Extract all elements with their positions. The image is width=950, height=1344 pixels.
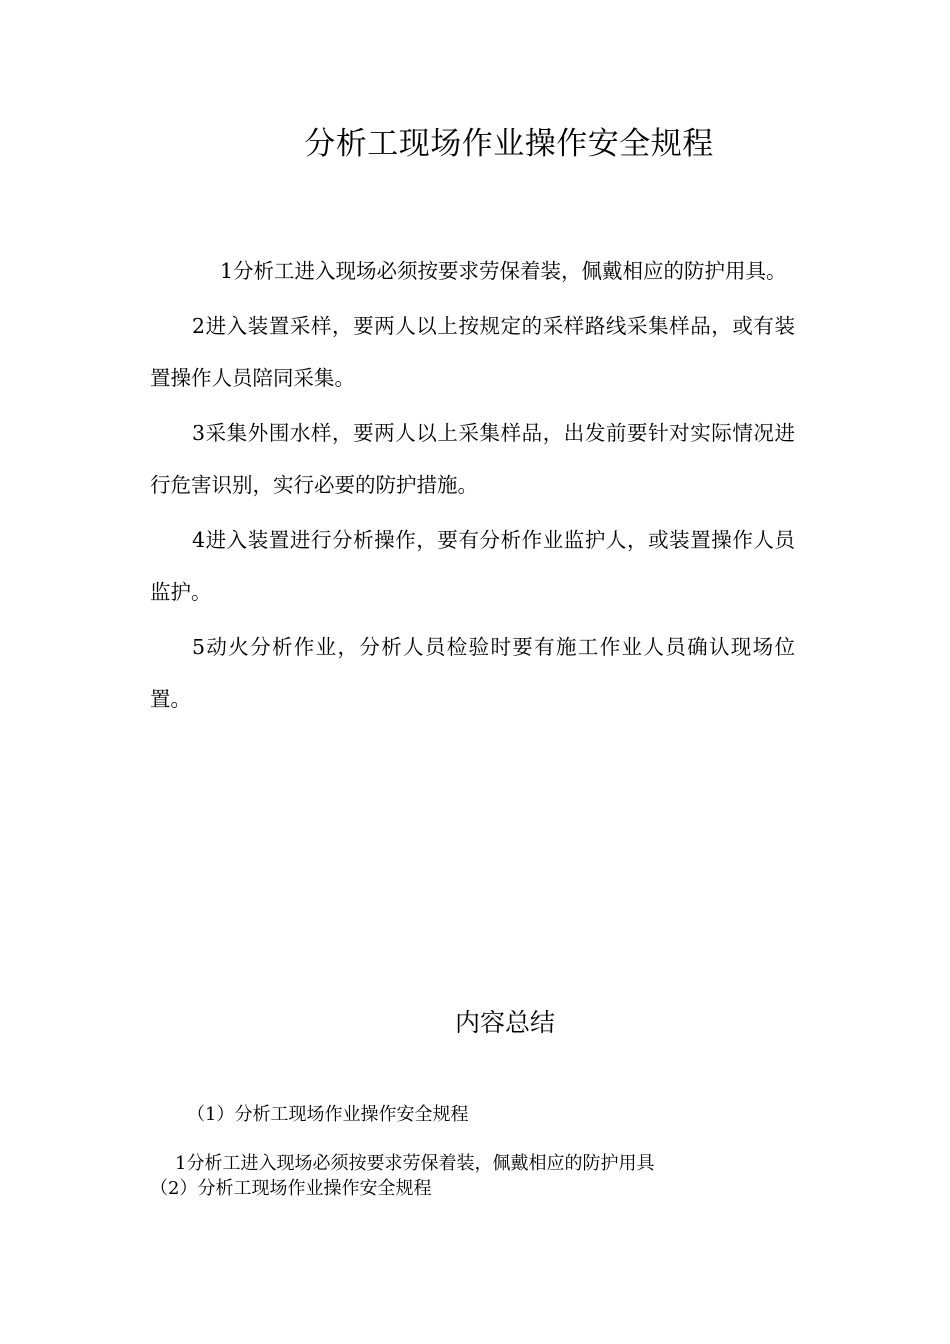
paragraph-3: 3采集外围水样，要两人以上采集样品，出发前要针对实际情况进行危害识别，实行必要的防护措施。	[150, 421, 795, 497]
paragraph-4: 4进入装置进行分析操作，要有分析作业监护人，或装置操作人员监护。	[150, 528, 795, 604]
summary-line-3: （2）分析工现场作业操作安全规程	[150, 1178, 432, 1199]
summary-title: 内容总结	[454, 1008, 555, 1037]
summary-line-1: （1）分析工现场作业操作安全规程	[187, 1104, 469, 1125]
paragraph-5: 5动火分析作业，分析人员检验时要有施工作业人员确认现场位置。	[150, 635, 795, 711]
paragraph-2: 2进入装置采样，要两人以上按规定的采样路线采集样品，或有装置操作人员陪同采集。	[150, 314, 795, 390]
document-title: 分析工现场作业操作安全规程	[304, 126, 714, 162]
summary-line-2: 1分析工进入现场必须按要求劳保着装，佩戴相应的防护用具	[175, 1153, 655, 1174]
document-body	[150, 245, 795, 728]
paragraph-1: 1分析工进入现场必须按要求劳保着装，佩戴相应的防护用具。	[220, 259, 787, 283]
